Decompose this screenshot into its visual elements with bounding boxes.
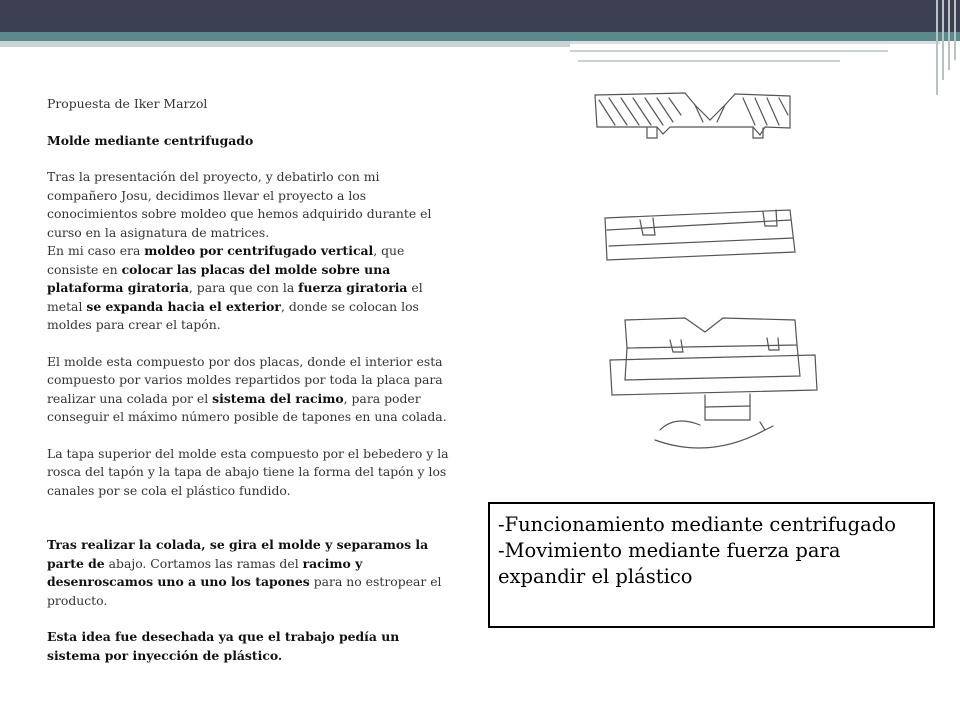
paragraph-intro: Tras la presentación del proyecto, y debatirlo con mi compañero Josu, decidimos llevar el proyecto a los conocimientos sobre moldeo que hemos adquirido durante el curso en la asignatura de matrices. bbox=[47, 169, 432, 240]
header-thin-line bbox=[570, 50, 888, 52]
body-text bbox=[47, 95, 449, 665]
paragraph-conclusion: Esta idea fue desechada ya que el trabajo pedía un sistema por inyección de plástico. bbox=[47, 629, 400, 663]
header-grey-bar bbox=[0, 41, 570, 47]
paragraph-process: Tras realizar la colada, se gira el molde y separamos la parte de abajo. Cortamos las ramas del racimo y desenroscamos uno a uno los tapones para no estropear el producto. bbox=[47, 537, 442, 608]
summary-note-box bbox=[488, 502, 935, 628]
sketch-bottom-assembly bbox=[610, 318, 817, 448]
decorative-rails bbox=[934, 0, 960, 95]
note-line-3: expandir el plástico bbox=[498, 565, 693, 588]
header-dark-bar bbox=[0, 0, 960, 32]
author-line: Propuesta de Iker Marzol bbox=[47, 96, 208, 111]
header-thin-line-lower bbox=[578, 60, 840, 62]
header-teal-bar bbox=[0, 32, 960, 41]
header-grey-bar-right bbox=[570, 41, 940, 44]
note-line-2: -Movimiento mediante fuerza para bbox=[498, 539, 841, 562]
sketch-middle-plate bbox=[605, 210, 795, 260]
paragraph-method: En mi caso era moldeo por centrifugado vertical, que consiste en colocar las placas del molde sobre una plataforma giratoria, para que con la fuerza giratoria el metal se expanda hacia el exterior, donde se colocan los moldes para crear el tapón. bbox=[47, 243, 423, 332]
note-line-1: -Funcionamiento mediante centrifugado bbox=[498, 513, 896, 536]
mold-sketch-illustration bbox=[585, 70, 885, 470]
section-heading: Molde mediante centrifugado bbox=[47, 132, 254, 148]
paragraph-top-plate: La tapa superior del molde esta compuesto por el bebedero y la rosca del tapón y la tapa de abajo tiene la forma del tapón y los canales por se cola el plástico fundido. bbox=[47, 445, 449, 498]
sketch-top-plate bbox=[595, 93, 790, 138]
paragraph-mold-plates: El molde esta compuesto por dos placas, donde el interior esta compuesto por varios moldes repartidos por toda la placa para realizar una colada por el sistema del racimo, para poder conseguir el máximo número posible de tapones en una colada. bbox=[47, 353, 447, 424]
